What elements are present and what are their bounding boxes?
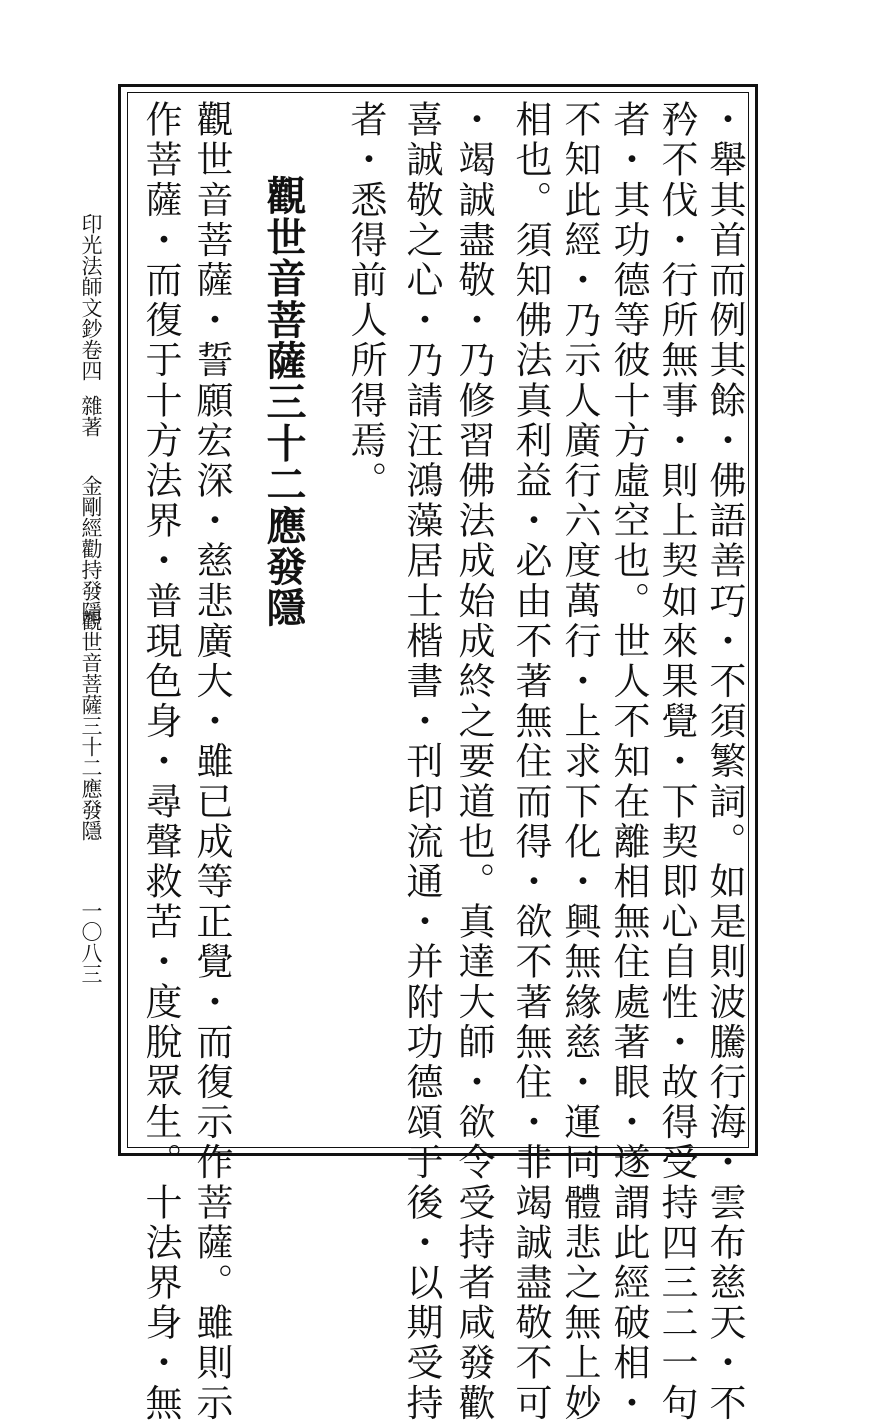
- section-title: 觀世音菩薩三十二應發隱: [260, 175, 307, 629]
- margin-section-2: 觀世音菩薩三十二應發隱: [79, 610, 103, 841]
- margin-category: 雜著: [79, 395, 103, 437]
- page-number: 一〇八三: [79, 900, 103, 984]
- section-column-2: 作菩薩・而復于十方法界・普現色身・尋聲救苦・度脫眾生。十法界身・無: [139, 100, 182, 1423]
- section-column-1: 觀世音菩薩・誓願宏深・慈悲廣大・雖已成等正覺・而復示作菩薩。雖則示: [190, 100, 233, 1423]
- margin-book-title: 印光法師文鈔卷四: [79, 213, 103, 381]
- text-column-2: 矜不伐・行所無事・則上契如來果覺・下契即心自性・故得受持四三二一句: [655, 100, 698, 1423]
- text-column-7: 喜誠敬之心・乃請汪鴻藻居士楷書・刊印流通・并附功德頌于後・以期受持: [400, 100, 443, 1423]
- text-column-4: 不知此經・乃示人廣行六度萬行・上求下化・興無緣慈・運同體悲之無上妙: [558, 100, 601, 1423]
- text-column-3: 者・其功德等彼十方虛空也。世人不知在離相無住處著眼・遂謂此經破相・: [607, 100, 650, 1423]
- text-column-6: ・竭誠盡敬・乃修習佛法成始成終之要道也。真達大師・欲令受持者咸發歡: [452, 100, 495, 1423]
- text-column-8: 者・悉得前人所得焉。: [344, 100, 387, 501]
- text-column-1: ・舉其首而例其餘・佛語善巧・不須繁詞。如是則波騰行海・雲布慈天・不: [703, 100, 746, 1423]
- text-column-5: 相也。須知佛法真利益・必由不著無住而得・欲不著無住・非竭誠盡敬不可: [509, 100, 552, 1423]
- margin-section-1: 金剛經勸持發隱: [79, 475, 103, 622]
